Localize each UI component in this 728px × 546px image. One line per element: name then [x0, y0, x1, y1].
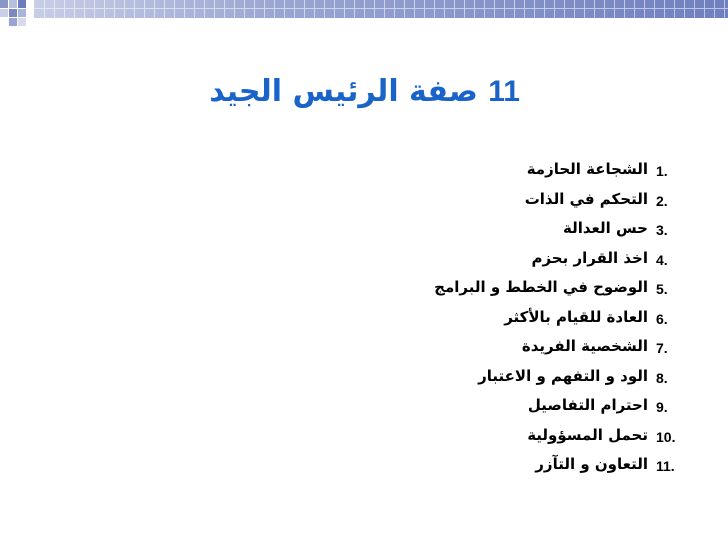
list-item [380, 365, 690, 395]
list-item-number: 11. [656, 458, 675, 474]
list-item-text: الشجاعة الحازمة [526, 160, 648, 178]
list-item-number: 10. [656, 428, 676, 445]
list-item-text: اخذ القرار بحزم [531, 248, 648, 267]
list-item [380, 247, 690, 277]
list-item-number: 5. [656, 281, 668, 297]
list-item [380, 188, 690, 218]
list-item-number: 2. [656, 192, 668, 209]
list-item [380, 217, 690, 247]
list-item-text: الشخصية الفريدة [521, 337, 648, 355]
list-item [380, 453, 690, 483]
list-item-number: 6. [656, 310, 668, 327]
title-text: صفة الرئيس الجيد [209, 74, 478, 109]
list-item-number: 9. [656, 399, 668, 415]
list-item-number: 4. [656, 251, 668, 268]
list-item [380, 424, 690, 454]
numbered-list [380, 158, 690, 483]
list-item-text: الود و التفهم و الاعتبار [478, 366, 648, 385]
title-number: 11 [488, 75, 520, 108]
decorative-checker-band [0, 0, 728, 30]
list-item-number: 1. [656, 163, 668, 179]
list-item-text: التعاون و التآزر [535, 455, 648, 473]
list-item-text: التحكم في الذات [524, 189, 648, 208]
list-item [380, 276, 690, 306]
list-item-text: تحمل المسؤولية [527, 425, 648, 444]
list-item [380, 394, 690, 424]
list-item-text: الوضوح في الخطط و البرامج [434, 278, 648, 296]
list-item-text: احترام التفاصيل [527, 396, 648, 414]
list-item-number: 3. [656, 222, 668, 238]
list-item [380, 306, 690, 336]
list-item-text: حس العدالة [562, 219, 648, 237]
list-item [380, 158, 690, 188]
list-item-number: 8. [656, 369, 668, 386]
list-item-number: 7. [656, 340, 668, 356]
slide-title [170, 72, 520, 112]
list-item [380, 335, 690, 365]
list-item-text: العادة للقيام بالأكثر [504, 307, 648, 326]
